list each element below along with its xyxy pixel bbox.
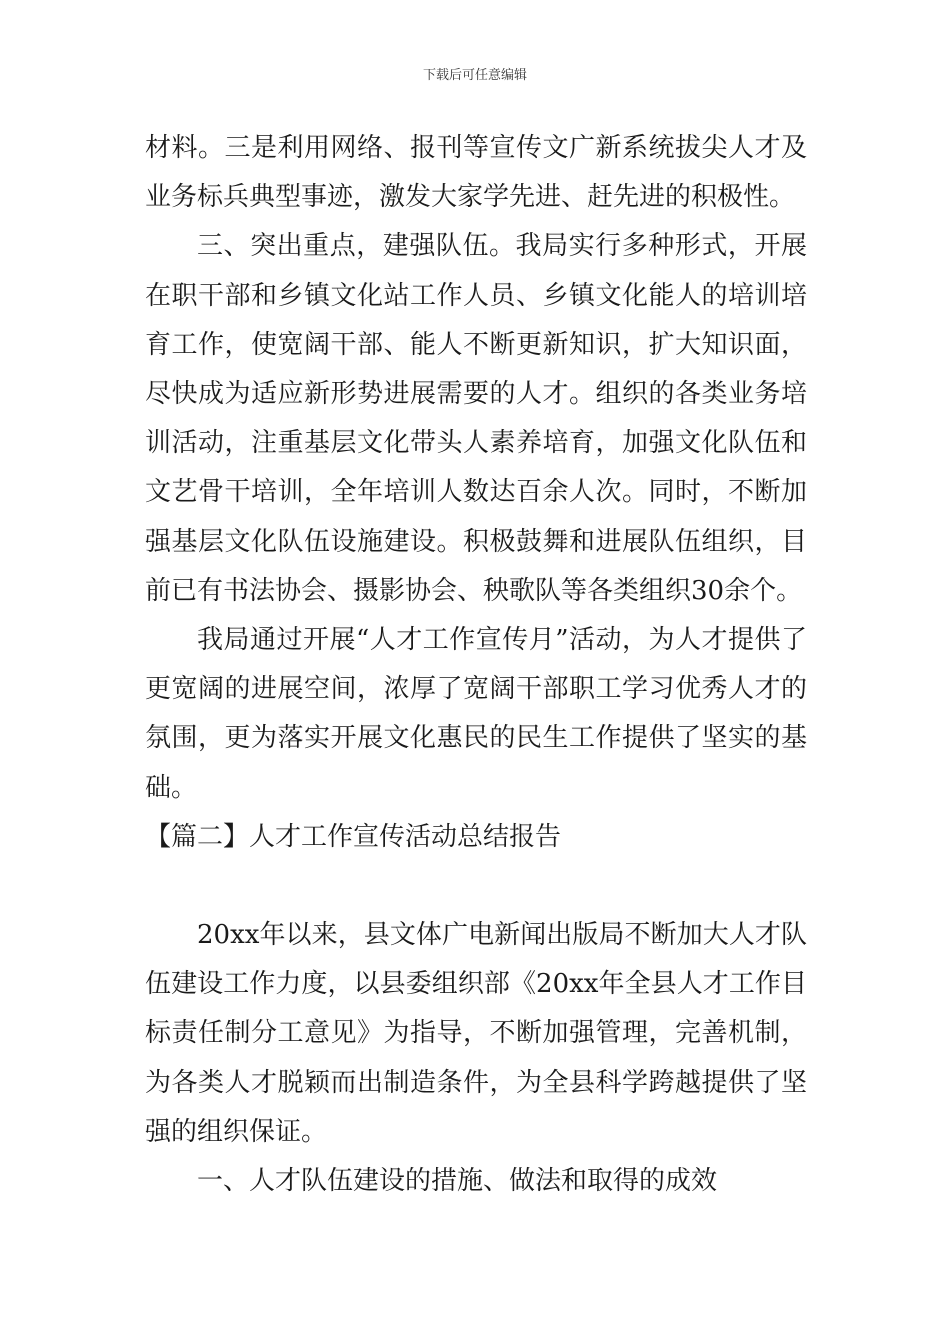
paragraph-conclusion: 我局通过开展“人才工作宣传月”活动，为人才提供了更宽阔的进展空间，浓厚了宽阔干部职工学习优秀人才的氛围，更为落实开展文化惠民的民生工作提供了坚实的基础。 (145, 625, 807, 803)
section-title: 【篇二】人才工作宣传活动总结报告 (145, 821, 562, 852)
subsection-heading: 一、人才队伍建设的措施、做法和取得的成效 (197, 1166, 718, 1197)
blank-gap (145, 862, 807, 911)
document-body (145, 124, 807, 1206)
paragraph-continued: 材料。三是利用网络、报刊等宣传文广新系统拔尖人才及业务标兵典型事迹，激发大家学先进、赶先进的积极性。 (145, 133, 807, 213)
paragraph-team-building: 三、突出重点，建强队伍。我局实行多种形式，开展在职干部和乡镇文化站工作人员、乡镇文化能人的培训培育工作，使宽阔干部、能人不断更新知识，扩大知识面，尽快成为适应新形势进展需要的人才。组织的各类业务培训活动，注重基层文化带头人素养培育，加强文化队伍和文艺骨干培训，全年培训人数达百余人次。同时，不断加强基层文化队伍设施建设。积极鼓舞和进展队伍组织，目前已有书法协会、摄影协会、秧歌队等各类组织30余个。 (145, 231, 807, 606)
page-header: 下载后可任意编辑 (422, 68, 527, 83)
paragraph-intro: 20xx年以来，县文体广电新闻出版局不断加大人才队伍建设工作力度，以县委组织部《20xx年全县人才工作目标责任制分工意见》为指导，不断加强管理，完善机制，为各类人才脱颖而出制造条件，为全县科学跨越提供了坚强的组织保证。 (145, 920, 807, 1147)
